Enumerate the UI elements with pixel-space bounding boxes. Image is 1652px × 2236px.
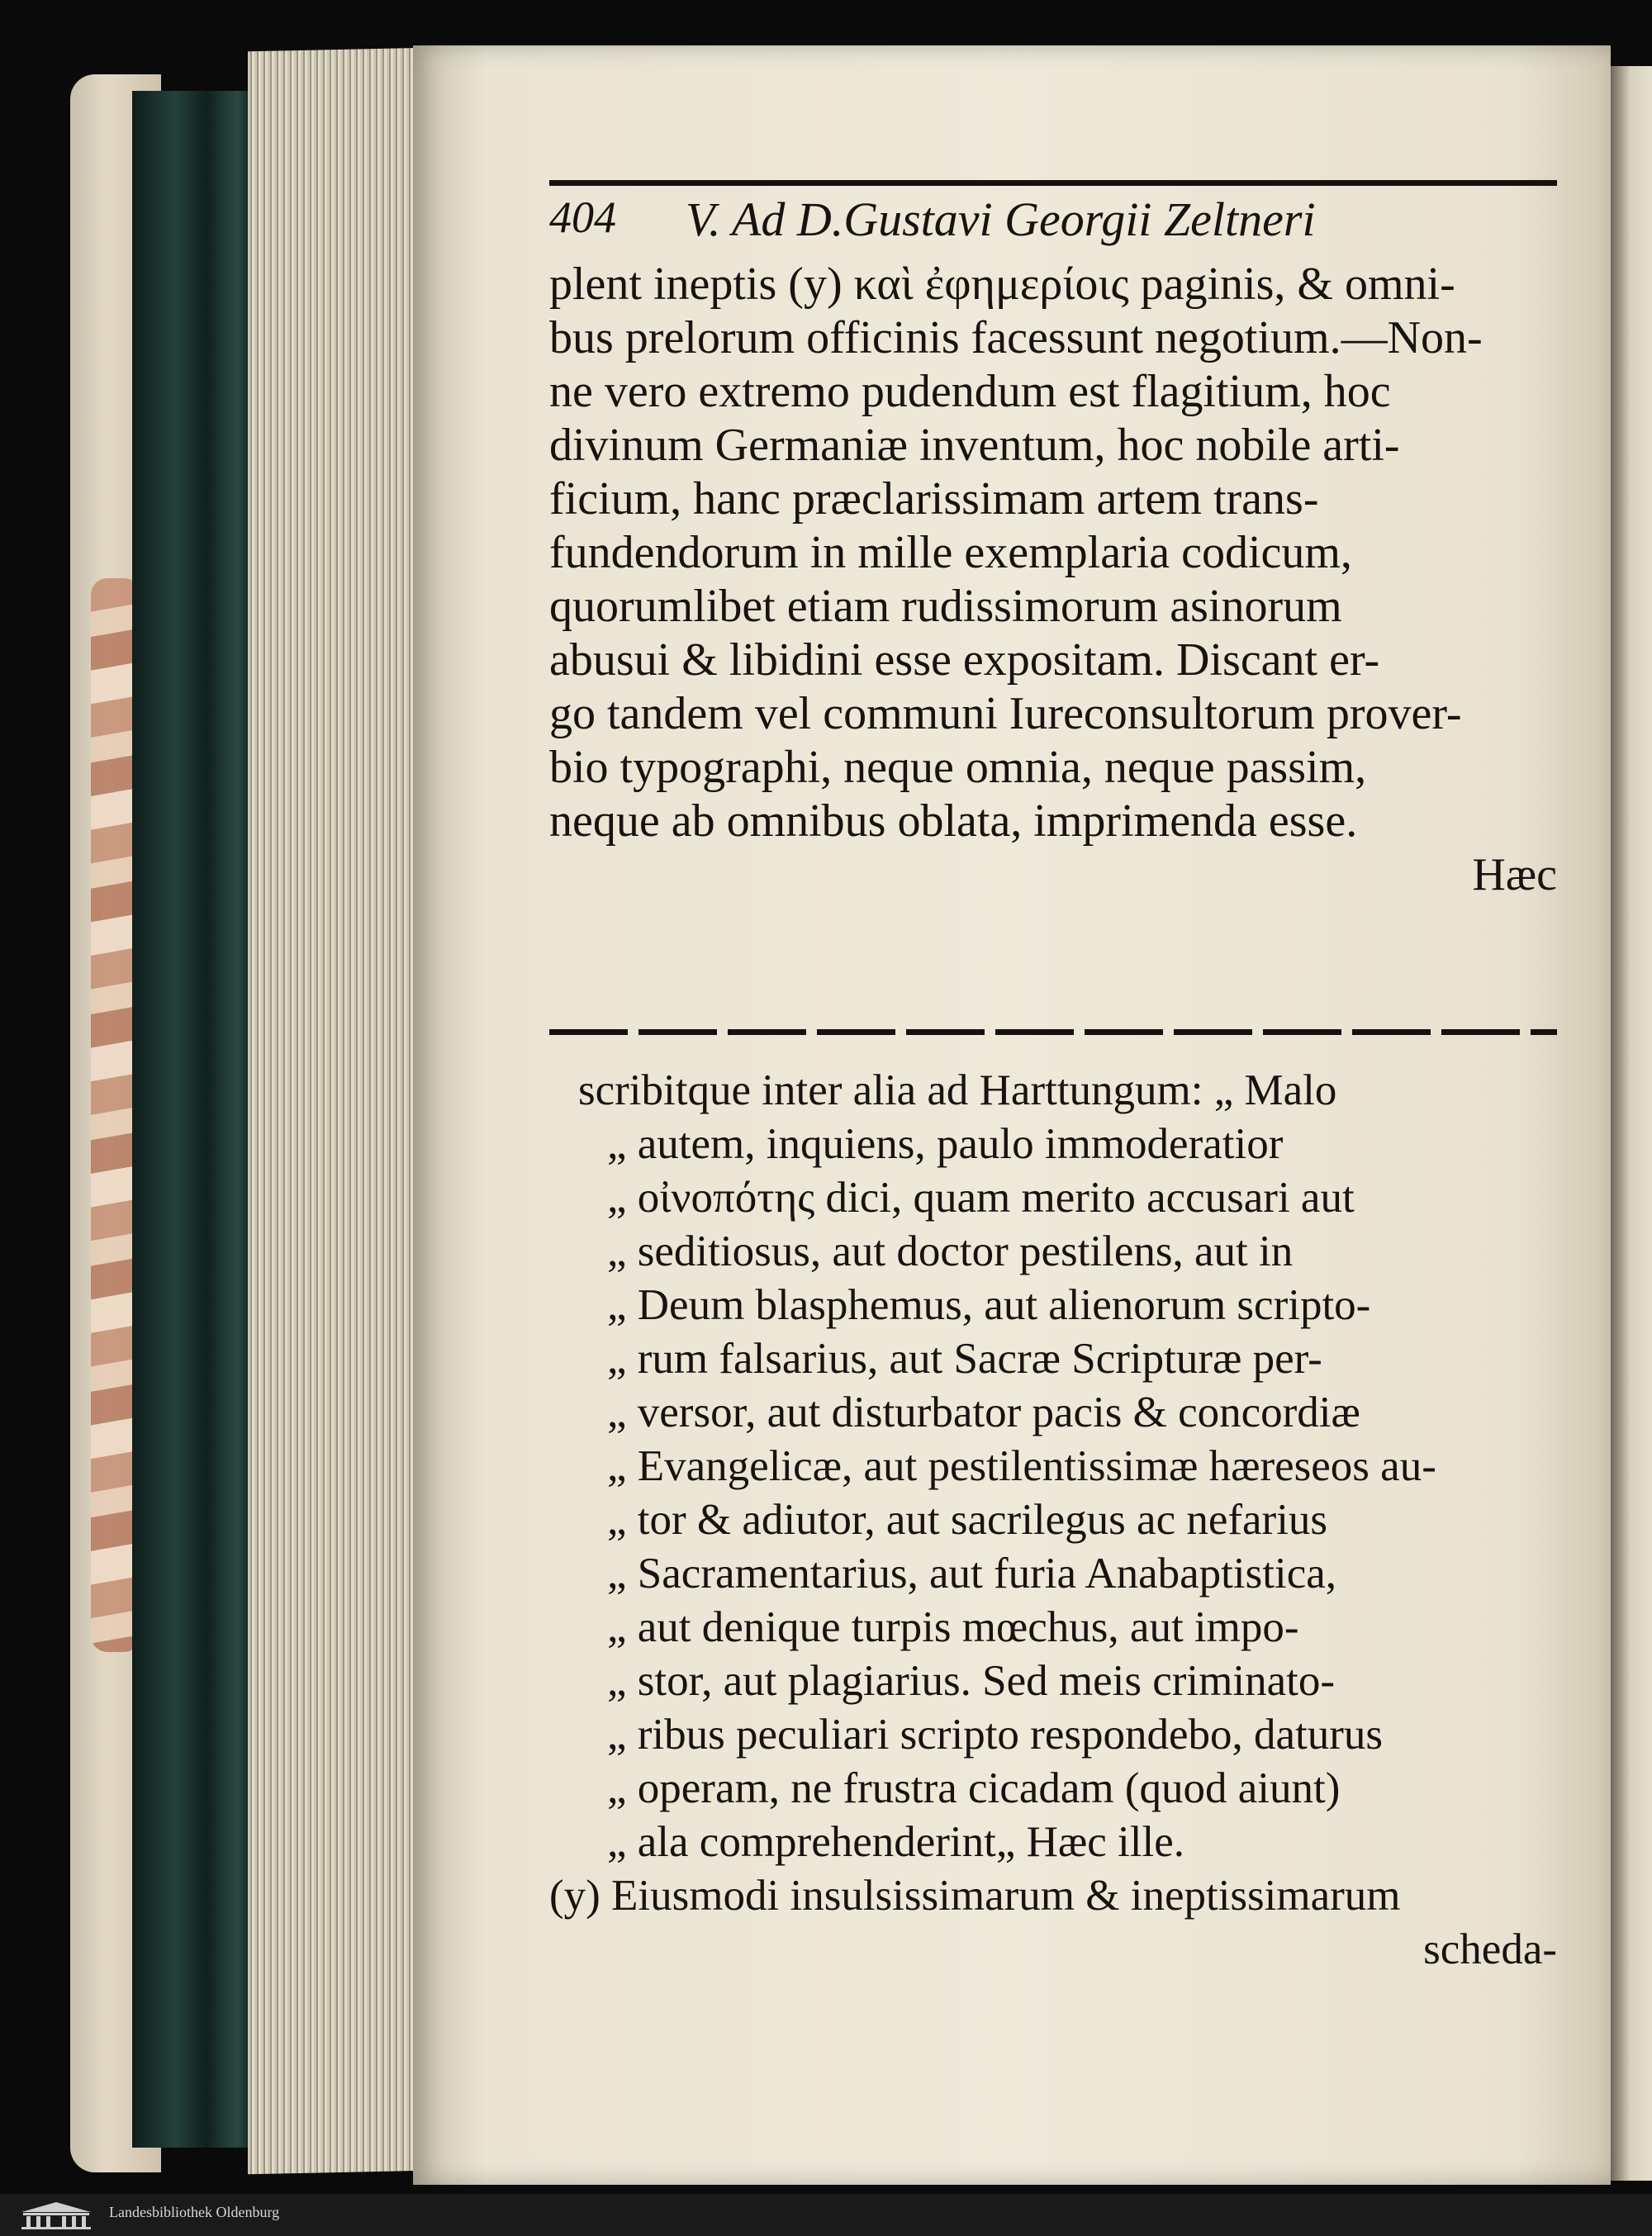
library-label: Landesbibliothek Oldenburg [109, 2204, 280, 2220]
footnote-separator [549, 1029, 1557, 1035]
page-number: 404 [549, 192, 616, 242]
note-y-catchword: scheda- [1423, 1925, 1557, 1973]
text-line: neque ab omnibus oblata, imprimenda esse. [549, 795, 1358, 847]
text-line: bus prelorum officinis facessunt negotium.—Non- [549, 312, 1483, 363]
page-header [549, 192, 1557, 249]
footnote-line: „ stor, aut plagiarius. Sed meis criminato- [607, 1657, 1335, 1705]
footnote-line: „ rum falsarius, aut Sacræ Scripturæ per- [607, 1335, 1322, 1383]
footnote-line: „ Deum blasphemus, aut alienorum scripto- [607, 1281, 1371, 1329]
text-line: bio typographi, neque omnia, neque passim, [549, 742, 1367, 793]
footnote-line: „ ribus peculiari scripto respondebo, daturus [607, 1711, 1384, 1759]
footnote-line: „ operam, ne frustra cicadam (quod aiunt) [607, 1764, 1341, 1812]
footnote-block [549, 1064, 1557, 1977]
footnote-line: scribitque inter alia ad Harttungum: „ Malo [578, 1066, 1337, 1114]
text-line: fundendorum in mille exemplaria codicum, [549, 527, 1352, 578]
footnote-line: „ versor, aut disturbator pacis & concordiæ [607, 1389, 1360, 1436]
text-line: ne vero extremo pudendum est flagitium, hoc [549, 366, 1391, 417]
text-line: quorumlibet etiam rudissimorum asinorum [549, 581, 1342, 632]
book-spine-edge [132, 91, 256, 2148]
footnote-line: „ οἰνοπότης dici, quam merito accusari aut [607, 1174, 1355, 1222]
footnote-line: „ tor & adiutor, aut sacrilegus ac nefarius [607, 1496, 1328, 1544]
text-line: divinum Germaniæ inventum, hoc nobile arti- [549, 420, 1400, 471]
page-edges [248, 48, 430, 2175]
footnote-line: „ seditiosus, aut doctor pestilens, aut in [607, 1227, 1294, 1275]
main-text-block [549, 258, 1557, 902]
footnote-line: „ ala comprehenderint„ Hæc ille. [607, 1818, 1184, 1866]
footnote-line: „ aut denique turpis mœchus, aut impo- [607, 1603, 1299, 1651]
note-y-line: (y) Eiusmodi insulsissimarum & ineptissimarum [549, 1872, 1401, 1920]
header-rule [549, 180, 1557, 186]
facing-page-edge [1611, 66, 1652, 2181]
text-line: go tandem vel communi Iureconsultorum prover- [549, 688, 1462, 739]
footer-bar [0, 2194, 1652, 2236]
text-line: plent ineptis (y) καὶ ἐφημερίοις paginis, & omni- [549, 259, 1455, 310]
footnote-line: „ Evangelicæ, aut pestilentissimæ hæreseos au- [607, 1442, 1436, 1490]
text-line: ficium, hanc præclarissimam artem trans- [549, 473, 1319, 525]
library-building-icon [15, 2200, 97, 2230]
catchword: Hæc [1472, 849, 1557, 900]
footnote-line: „ autem, inquiens, paulo immoderatior [607, 1120, 1284, 1168]
text-line: abusui & libidini esse expositam. Discant er- [549, 634, 1380, 686]
running-head: V. Ad D.Gustavi Georgii Zeltneri [686, 192, 1316, 246]
footnote-line: „ Sacramentarius, aut furia Anabaptistica, [607, 1550, 1336, 1597]
